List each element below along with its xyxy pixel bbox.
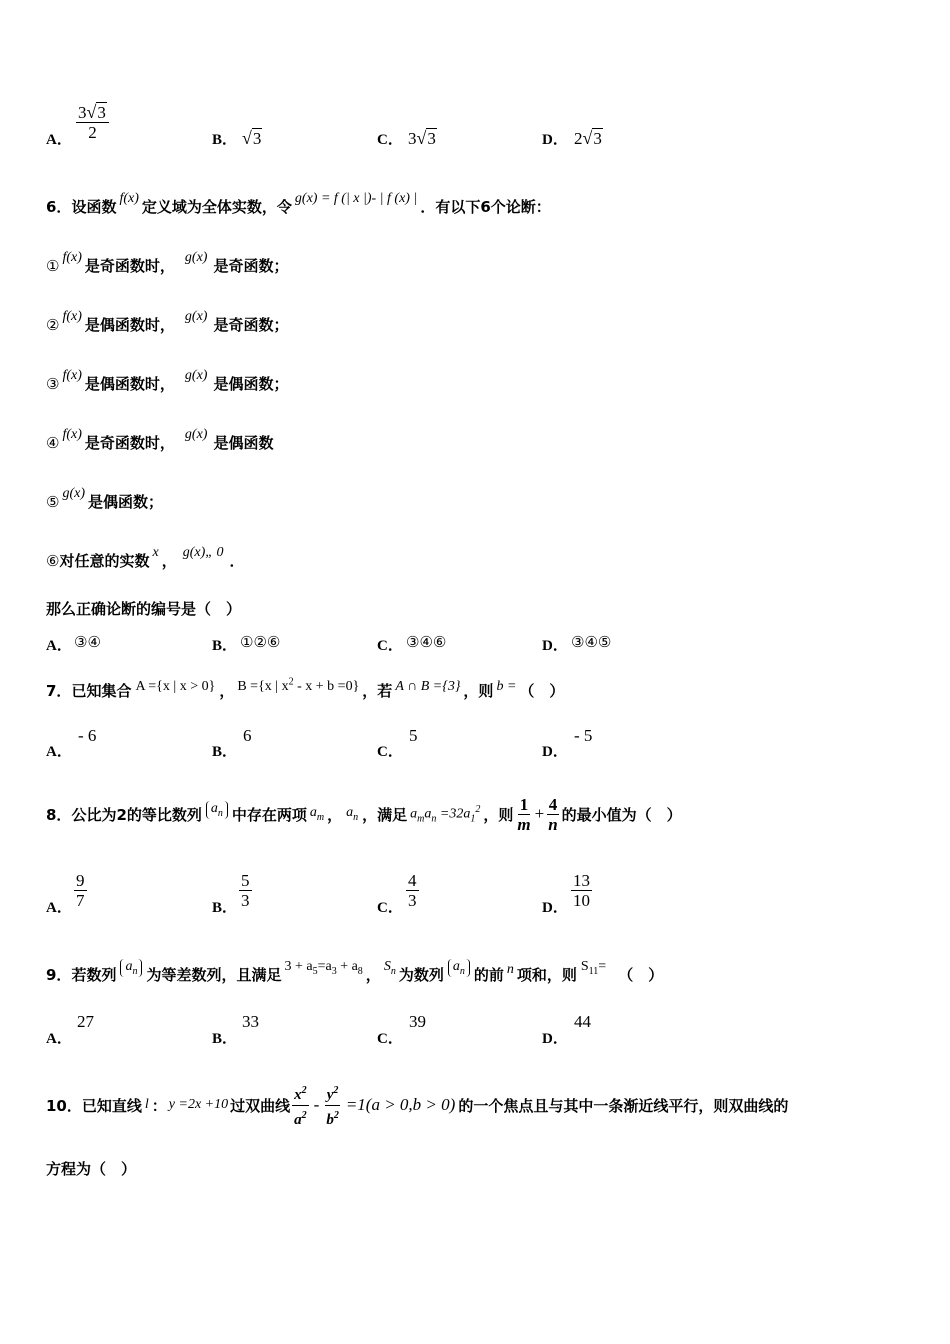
- text: 的前: [473, 965, 504, 984]
- text: 是偶函数时，: [84, 316, 175, 334]
- q6-statement-3: [46, 368, 289, 394]
- q6-option-d-label: D．: [542, 638, 568, 654]
- text: 是偶函数时，: [84, 375, 175, 393]
- text: 为等差数列，且满足: [146, 965, 282, 984]
- comma: ，: [327, 805, 343, 824]
- plus: +: [534, 804, 545, 823]
- q5-option-d-value: 2√3: [574, 128, 602, 148]
- q6-option-c-value: ③④⑥: [406, 633, 447, 651]
- q9-option-a-value: 27: [77, 1012, 94, 1031]
- text: 为数列: [398, 965, 444, 984]
- q7-option-c-value: 5: [409, 726, 418, 745]
- text: （ ）: [618, 965, 664, 984]
- q8-option-a-value: $\frac{9}{7}$: [76, 871, 85, 910]
- q7-set-a: A ={x | x > 0}: [135, 679, 216, 694]
- text: ．: [229, 552, 245, 570]
- q9-equation: $3 + a_5=a_3 + a_8$: [284, 959, 363, 977]
- text: 已知直线: [81, 1096, 142, 1115]
- q8-sequence: $a_n$: [206, 801, 228, 819]
- q9-option-b-value: 33: [242, 1012, 259, 1031]
- q5-option-c-value: 3√3: [408, 128, 436, 148]
- q10-line-equation: y =2x +10: [168, 1097, 229, 1112]
- mark-3: ③: [46, 375, 60, 393]
- fx: f(x): [62, 427, 82, 442]
- q7-option-d-label: D．: [542, 744, 568, 760]
- text: 若数列: [71, 965, 117, 984]
- q6-text-2: 定义域为全体实数，令: [141, 198, 292, 216]
- q6-option-a-label: A．: [46, 638, 72, 654]
- q8-option-d-label: D．: [542, 900, 568, 916]
- mark-2: ②: [46, 316, 60, 334]
- q5-option-a-label: A．: [46, 132, 72, 148]
- text: 已知集合: [71, 682, 132, 700]
- text: 对任意的实数: [59, 552, 150, 570]
- text: 是奇函数时，: [84, 257, 175, 275]
- comma: ，: [365, 965, 381, 984]
- mark-6: ⑥: [46, 552, 60, 570]
- q7-option-b-label: B．: [212, 744, 238, 760]
- q8-option-c-label: C．: [377, 900, 403, 916]
- q7-b: b =: [496, 679, 517, 694]
- q7-intersection: A ∩ B ={3}: [395, 679, 461, 694]
- q9-option-d-value: 44: [574, 1012, 591, 1031]
- q10-stem-continued: 方程为（ ）: [46, 1160, 137, 1178]
- q9-option-c-value: 39: [409, 1012, 426, 1031]
- q9-option-a-label: A．: [46, 1031, 72, 1047]
- q6-number: 6．: [46, 198, 72, 216]
- q8-am: $a_m$: [309, 805, 325, 823]
- q9-sequence: $a_n$: [120, 959, 142, 977]
- fx: f(x): [62, 250, 82, 265]
- text: 项和，则: [516, 965, 577, 984]
- q6-statement-5: [46, 486, 164, 512]
- q7-number: 7．: [46, 682, 72, 700]
- text: ，则: [463, 682, 494, 700]
- q9-s11: $S_{11}=$: [580, 959, 607, 977]
- q6-text-3: ．有以下6个论断：: [420, 198, 551, 216]
- q6-fx: f(x): [119, 191, 139, 206]
- comma: ，: [219, 682, 235, 700]
- q9-option-b-label: B．: [212, 1031, 238, 1047]
- q10-x-fraction: $\frac{x^2}{a^2}$: [292, 1081, 309, 1130]
- q9-option-d-label: D．: [542, 1031, 568, 1047]
- q9-number: 9．: [46, 965, 72, 984]
- q7-set-b: B ={x | $x^2 - x + b =0$}: [237, 676, 360, 694]
- q6-question: 那么正确论断的编号是（ ）: [46, 600, 242, 618]
- q6-stem: [46, 191, 551, 217]
- q6-statement-4: [46, 427, 274, 453]
- q10-line-name: l: [144, 1097, 149, 1112]
- fx: f(x): [62, 309, 82, 324]
- q8-option-a-label: A．: [46, 900, 72, 916]
- q7-option-a-value: - 6: [78, 726, 97, 745]
- q6-statement-2: [46, 309, 289, 335]
- q8-fraction-1: $\frac{1}{m}$: [517, 794, 531, 834]
- q5-option-b-value: √3: [242, 128, 262, 148]
- q10-equation-rest: =1(a > 0,b > 0): [345, 1095, 456, 1114]
- gx: g(x): [184, 427, 208, 442]
- q6-text-1: 设函数: [71, 198, 117, 216]
- q8-fraction-2: $\frac{4}{n}$: [548, 794, 558, 834]
- q9-stem: [46, 954, 663, 994]
- text: 是奇函数；: [213, 316, 289, 334]
- q7-option-d-value: - 5: [574, 726, 593, 745]
- text: 是奇函数；: [213, 257, 289, 275]
- q6-option-b-label: B．: [212, 638, 238, 654]
- q5-option-c-label: C．: [377, 132, 403, 148]
- text: 是偶函数；: [88, 493, 164, 511]
- q6-statement-6: [46, 545, 245, 571]
- q8-option-b-value: $\frac{5}{3}$: [241, 871, 250, 910]
- text: 中存在两项: [231, 805, 307, 824]
- q5-option-a-value: $\frac{3√3}{2}$: [76, 103, 109, 142]
- mark-4: ④: [46, 434, 60, 452]
- q9-sequence-2: $a_n$: [448, 959, 470, 977]
- q6-option-a-value: ③④: [74, 633, 101, 651]
- q7-stem: [46, 676, 565, 701]
- comma: ，: [161, 552, 177, 570]
- text: ，若: [362, 682, 393, 700]
- q8-an: $a_n$: [346, 805, 359, 823]
- q6-option-b-value: ①②⑥: [240, 633, 281, 651]
- q8-number: 8．: [46, 805, 72, 824]
- q7-option-c-label: C．: [377, 744, 403, 760]
- q5-option-d-label: D．: [542, 132, 568, 148]
- text: ，满足: [362, 805, 408, 824]
- gx-inequality: g(x)„ 0: [182, 545, 224, 560]
- text: 公比为2的等比数列: [71, 805, 202, 824]
- mark-5: ⑤: [46, 493, 60, 511]
- q6-statement-1: [46, 250, 289, 276]
- gx: g(x): [184, 309, 208, 324]
- q9-n: n: [506, 962, 514, 977]
- q5-option-b-label: B．: [212, 132, 238, 148]
- mark-1: ①: [46, 257, 60, 275]
- q6-option-d-value: ③④⑤: [571, 633, 612, 651]
- text: 是偶函数；: [213, 375, 289, 393]
- text: 是奇函数时，: [84, 434, 175, 452]
- q8-equation: $a_ma_n =32a_1^2$: [410, 803, 481, 825]
- q7-option-a-label: A．: [46, 744, 72, 760]
- q10-number: 10．: [46, 1096, 82, 1115]
- q8-stem: [46, 784, 682, 844]
- q8-option-d-value: $\frac{13}{10}$: [573, 871, 590, 910]
- text: （ ）: [519, 682, 565, 700]
- q6-option-c-label: C．: [377, 638, 403, 654]
- q6-g-definition: g(x) = f (| x |)- | f (x) |: [294, 191, 418, 206]
- fx: f(x): [62, 368, 82, 383]
- text: 的最小值为（ ）: [561, 805, 682, 824]
- q10-y-fraction: $\frac{y^2}{b^2}$: [324, 1081, 341, 1130]
- q9-option-c-label: C．: [377, 1031, 403, 1047]
- text: ，则: [483, 805, 514, 824]
- gx: g(x): [184, 250, 208, 265]
- q7-option-b-value: 6: [243, 726, 252, 745]
- gx: g(x): [184, 368, 208, 383]
- q9-sn: $S_n$: [383, 959, 396, 977]
- gx: g(x): [62, 486, 85, 501]
- text: 是偶函数: [213, 434, 274, 452]
- x: x: [152, 545, 159, 560]
- text: 过双曲线: [230, 1096, 291, 1115]
- q10-stem: [46, 1074, 788, 1136]
- q8-option-b-label: B．: [212, 900, 238, 916]
- minus: -: [313, 1095, 320, 1114]
- q8-option-c-value: $\frac{4}{3}$: [408, 871, 417, 910]
- text: 的一个焦点且与其中一条渐近线平行，则双曲线的: [458, 1096, 789, 1115]
- colon: ：: [151, 1096, 167, 1115]
